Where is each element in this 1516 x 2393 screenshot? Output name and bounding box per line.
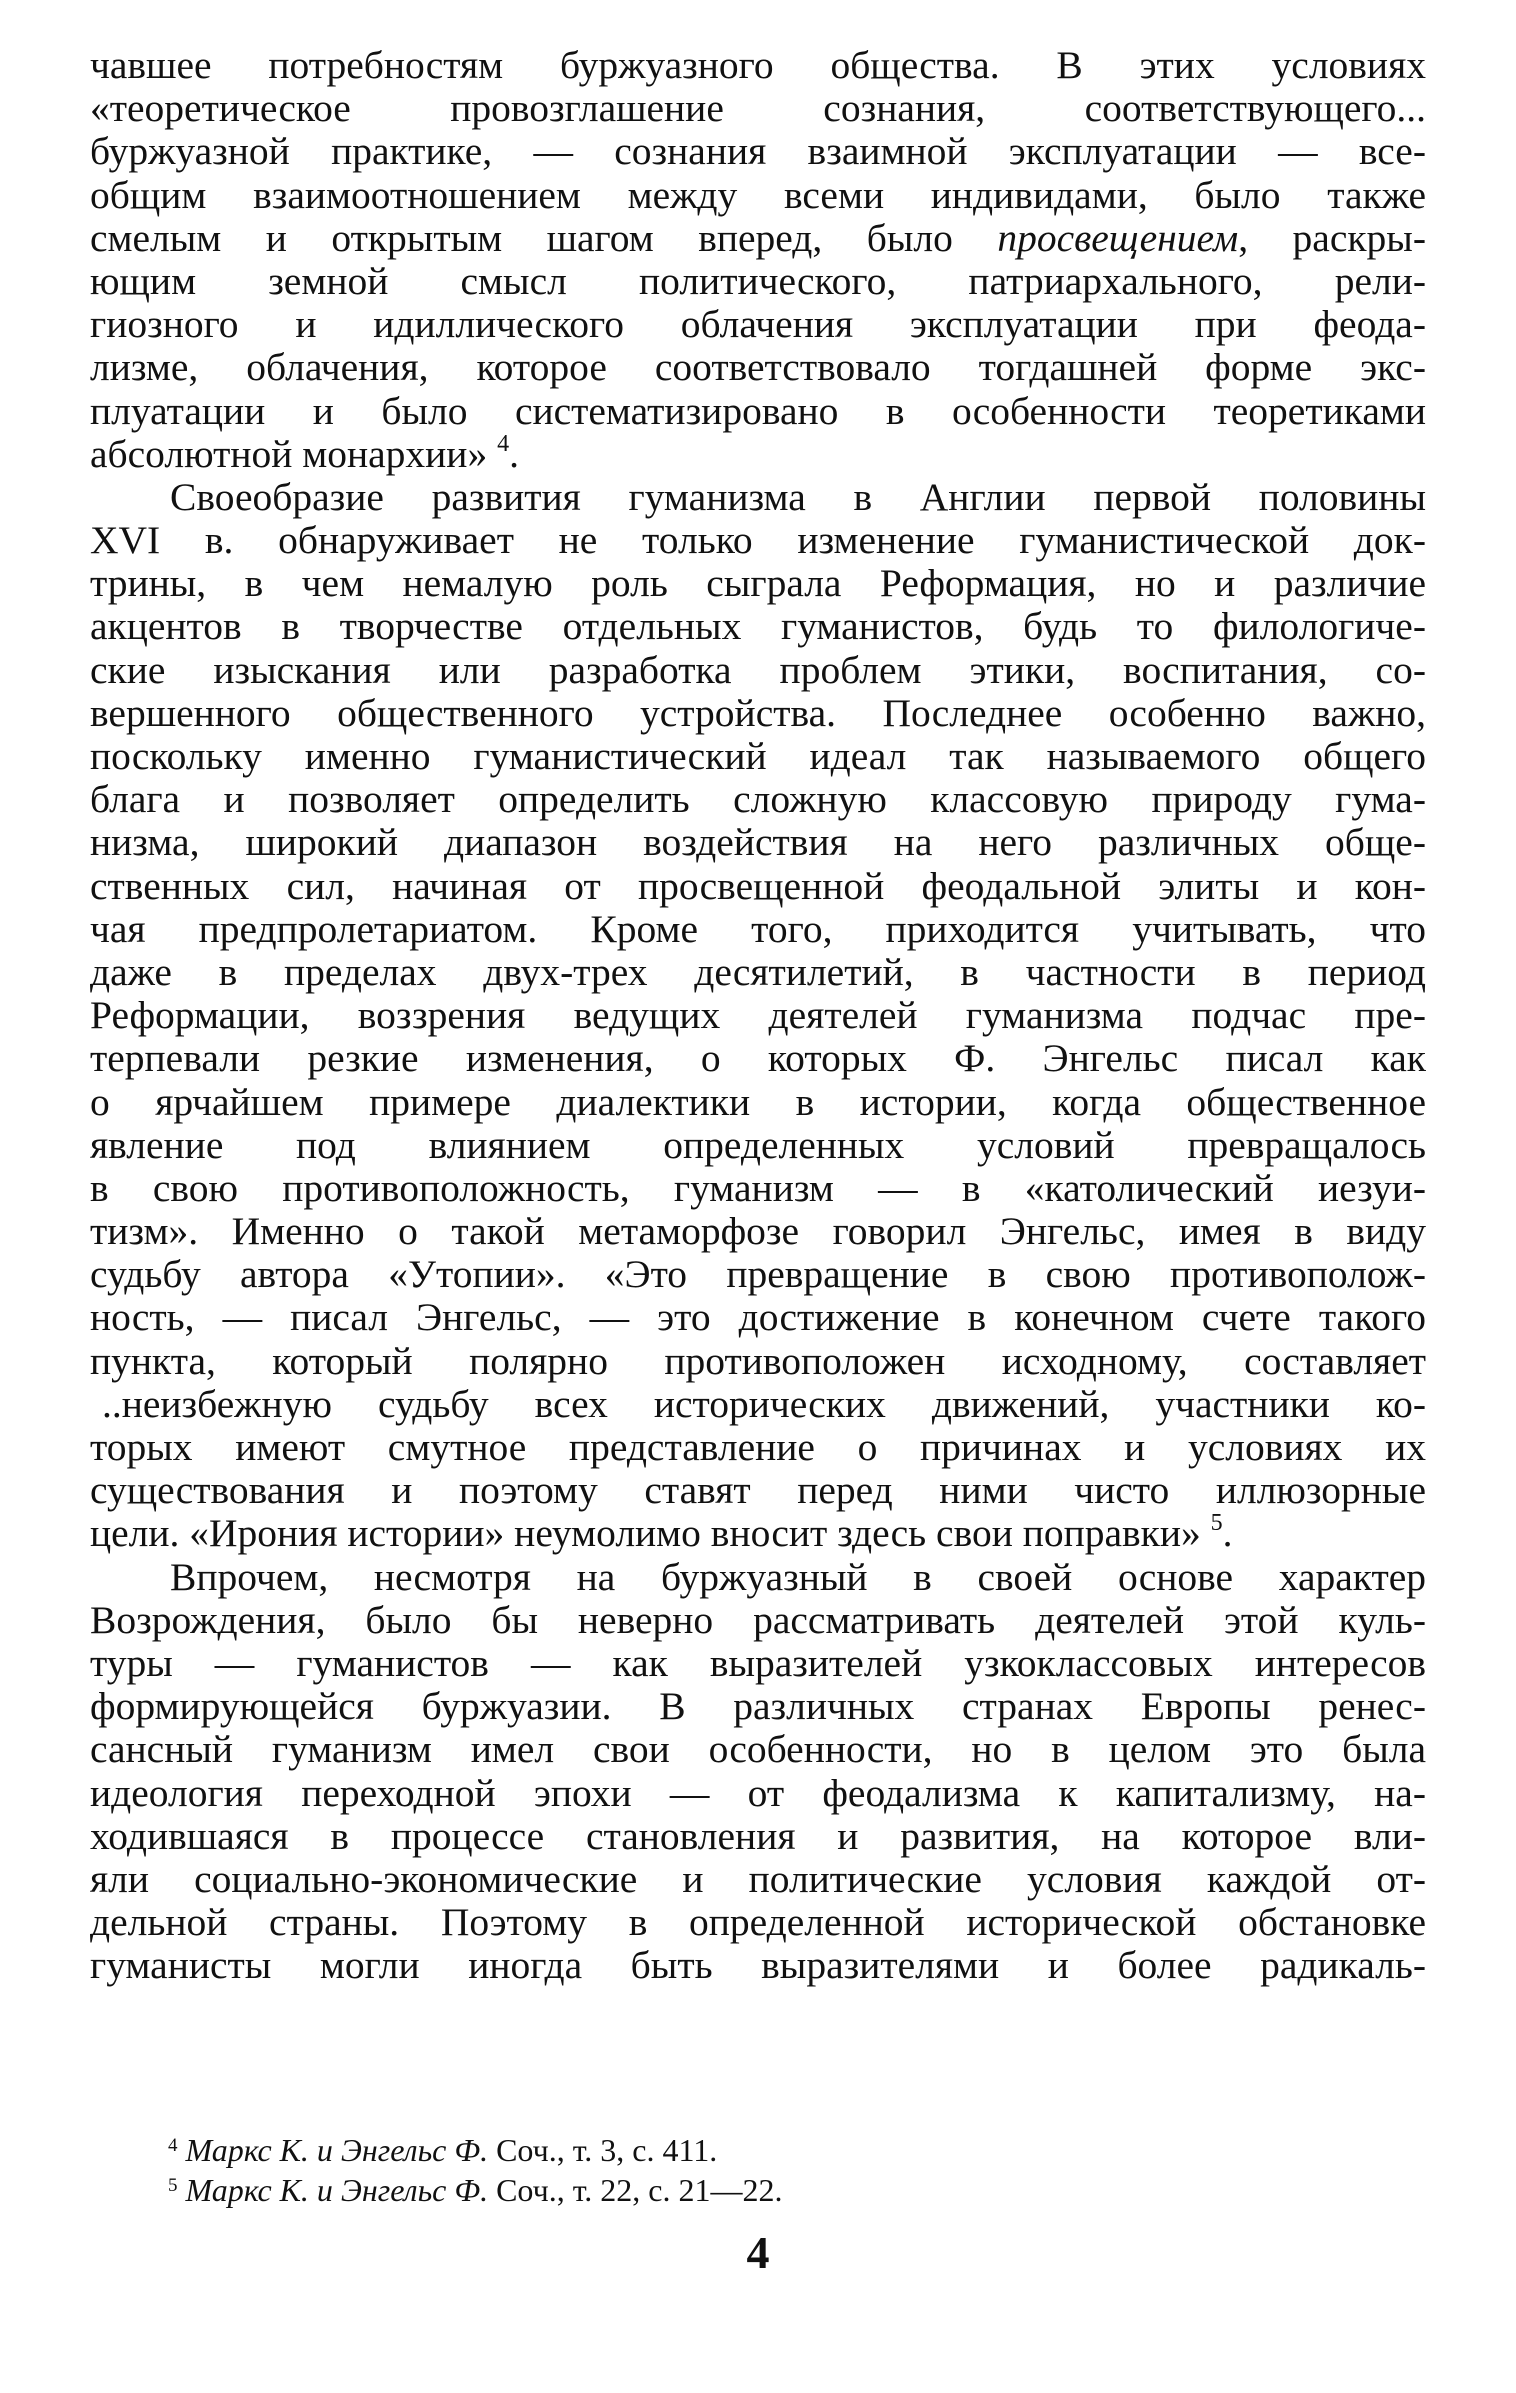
- text-segment: смелым и открытым шагом вперед, было: [90, 216, 953, 260]
- text-line: Возрождения, было бы неверно рассматривать деятелей этой куль-: [90, 1598, 1426, 1642]
- text-line: трины, в чем немалую роль сыграла Реформация, но и различие: [90, 562, 1426, 606]
- text-line: «теоретическое провозглашение сознания, соответствующего...: [90, 87, 1426, 131]
- footnote: [168, 2128, 1268, 2168]
- text-segment: .: [1222, 1512, 1233, 1556]
- text-segment: .: [509, 432, 519, 476]
- text-line: идеология переходной эпохи — от феодализма к капитализму, на-: [90, 1771, 1426, 1815]
- text-line: поскольку именно гуманистический идеал так называемого общего: [90, 735, 1426, 778]
- footnotes: [168, 2128, 1268, 2208]
- text-line: существования и поэтому ставят перед ними чисто иллюзорные: [90, 1469, 1426, 1513]
- text-line: о ярчайшем примере диалектики в истории, когда общественное: [90, 1080, 1426, 1124]
- text-line: низма, широкий диапазон воздействия на него различных обще-: [90, 821, 1426, 865]
- text-line: гуманисты могли иногда быть выразителями и более радикаль-: [90, 1944, 1426, 1988]
- emphasis-word: просвещением: [997, 216, 1239, 260]
- text-line: даже в пределах двух-трех десятилетий, в частности в период: [90, 950, 1426, 994]
- footnote-mark: 5: [168, 2175, 178, 2196]
- text-line: в свою противоположность, гуманизм — в «католический иезуи-: [90, 1166, 1426, 1210]
- text-line: лизме, облачения, которое соответствовало тогдашней форме экс-: [90, 346, 1426, 390]
- footnote-reference: 5: [1210, 1512, 1223, 1537]
- text-line: явление под влиянием определенных условий превращалось: [90, 1123, 1426, 1167]
- text-segment: цели. «Ирония истории» неумолимо вносит здесь свои поправки»: [90, 1512, 1201, 1556]
- paragraph-first-line: Своеобразие развития гуманизма в Англии первой половины: [170, 475, 1426, 519]
- text-line: ..неизбежную судьбу всех исторических движений, участники ко-: [102, 1382, 1426, 1426]
- footnote-reference-text: Соч., т. 3, с. 411.: [488, 2132, 718, 2168]
- text-line: Реформации, воззрения ведущих деятелей гуманизма подчас пре-: [90, 994, 1426, 1038]
- footnote-reference-text: Соч., т. 22, с. 21—22.: [488, 2172, 783, 2208]
- text-line: тизм». Именно о такой метаморфозе говорил Энгельс, имея в виду: [90, 1210, 1426, 1254]
- text-line: вершенного общественного устройства. Последнее особенно важно,: [90, 691, 1426, 735]
- text-line: ходившаяся в процессе становления и развития, на которое вли-: [90, 1814, 1426, 1858]
- text-line: формирующейся буржуазии. В различных странах Европы ренес-: [90, 1685, 1426, 1729]
- footnote-reference: 4: [497, 432, 510, 457]
- page-number: 4: [746, 2227, 770, 2278]
- text-line: акцентов в творчестве отдельных гуманистов, будь то филологиче-: [90, 605, 1426, 649]
- text-line: пункта, который полярно противоположен исходному, составляет: [90, 1339, 1426, 1383]
- text-line: ственных сил, начиная от просвещенной феодальной элиты и кон-: [90, 864, 1426, 908]
- text-line: судьбу автора «Утопии». «Это превращение в свою противополож-: [90, 1253, 1426, 1297]
- text-line: общим взаимоотношением между всеми индивидами, было также: [90, 173, 1426, 217]
- footnote-mark: 4: [168, 2135, 178, 2156]
- text-line: блага и позволяет определить сложную классовую природу гума-: [90, 778, 1426, 822]
- text-line: [90, 217, 1426, 260]
- text-line: плуатации и было систематизировано в особенности теоретиками: [90, 389, 1426, 433]
- text-segment: , раскры-: [1238, 216, 1426, 260]
- text-line: ность, — писал Энгельс, — это достижение в конечном счете такого: [90, 1296, 1426, 1340]
- text-line: чая предпролетариатом. Кроме того, приходится учитывать, что: [90, 907, 1426, 951]
- text-line: [90, 433, 1426, 476]
- text-line: ские изыскания или разработка проблем этики, воспитания, со-: [90, 648, 1426, 692]
- text-line: чавшее потребностям буржуазного общества. В этих условиях: [90, 44, 1426, 87]
- text-line: дельной страны. Поэтому в определенной исторической обстановке: [90, 1901, 1426, 1945]
- text-line: терпевали резкие изменения, о которых Ф. Энгельс писал как: [90, 1037, 1426, 1081]
- text-line: гиозного и идиллического облачения эксплуатации при феода-: [90, 303, 1426, 347]
- text-line: туры — гуманистов — как выразителей узкоклассовых интересов: [90, 1641, 1426, 1685]
- text-line: торых имеют смутное представление о причинах и условиях их: [90, 1426, 1426, 1469]
- text-line: буржуазной практике, — сознания взаимной эксплуатации — все-: [90, 130, 1426, 174]
- footnote-authors: Маркс К. и Энгельс Ф.: [185, 2132, 489, 2168]
- text-line: яли социально-экономические и политические условия каждой от-: [90, 1857, 1426, 1901]
- text-segment: абсолютной монархии»: [90, 432, 488, 476]
- paragraph-first-line: Впрочем, несмотря на буржуазный в своей основе характер: [170, 1555, 1426, 1599]
- text-line: XVI в. обнаруживает не только изменение гуманистической док-: [90, 519, 1426, 563]
- page-body: [90, 44, 1426, 1987]
- footnote: [168, 2168, 1268, 2208]
- text-line: сансный гуманизм имел свои особенности, но в целом это была: [90, 1728, 1426, 1772]
- footnote-authors: Маркс К. и Энгельс Ф.: [185, 2172, 489, 2208]
- text-line: ющим земной смысл политического, патриархального, рели-: [90, 259, 1426, 303]
- text-line: [90, 1512, 1426, 1555]
